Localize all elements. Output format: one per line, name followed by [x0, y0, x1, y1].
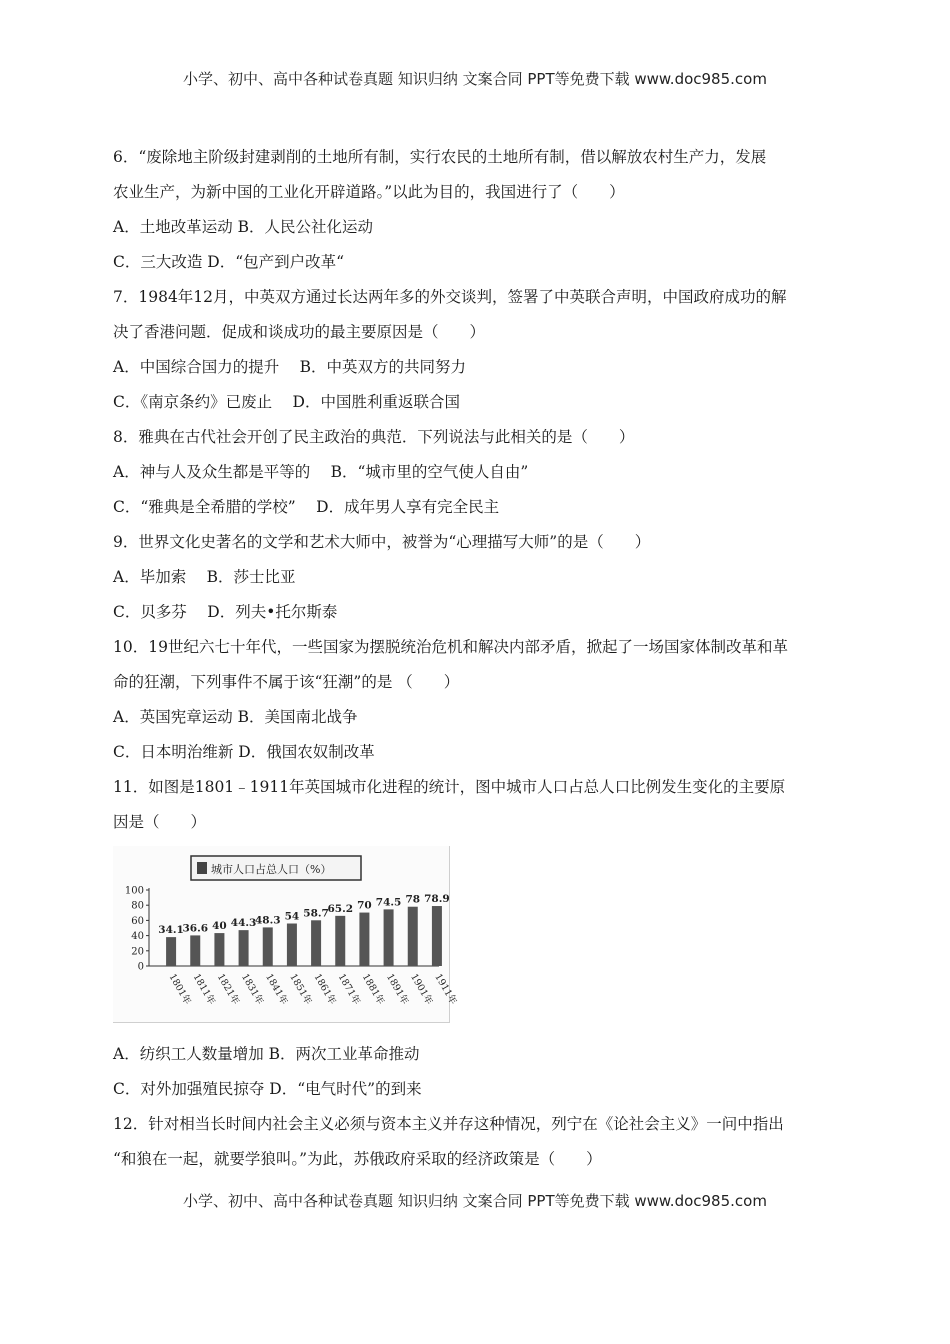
- question-12: [113, 1107, 843, 1177]
- x-tick-label: 1881年: [359, 972, 387, 1007]
- urbanization-chart-svg: [113, 846, 459, 1022]
- question-stem-line: 6．“废除地主阶级封建剥削的土地所有制，实行农民的土地所有制，借以解放农村生产力，发展: [113, 148, 767, 166]
- bar-value-label: 36.6: [182, 922, 209, 935]
- question-stem-line: 8．雅典在古代社会开创了民主政治的典范．下列说法与此相关的是（ ）: [113, 428, 635, 446]
- question-11: [113, 770, 843, 1107]
- bar-value-label: 74.5: [375, 896, 402, 909]
- question-8: [113, 420, 843, 525]
- bar: [214, 933, 224, 966]
- question-7: [113, 280, 843, 420]
- bar-value-label: 58.7: [303, 907, 329, 920]
- option-row: A．神与人及众生都是平等的 B．“城市里的空气使人自由”: [113, 463, 529, 481]
- bar: [335, 916, 345, 966]
- y-tick-label: 60: [131, 915, 144, 927]
- question-stem-line: 因是（ ）: [113, 813, 207, 831]
- question-stem-line: 决了香港问题．促成和谈成功的最主要原因是（ ）: [113, 323, 486, 341]
- x-tick-label: 1911年: [432, 972, 459, 1007]
- option-row: A．中国综合国力的提升 B．中英双方的共同努力: [113, 358, 467, 376]
- bar: [166, 937, 176, 966]
- bar-value-label: 48.3: [254, 914, 281, 927]
- y-tick-label: 80: [131, 900, 144, 912]
- y-tick-label: 100: [124, 885, 144, 897]
- x-tick-label: 1841年: [263, 972, 290, 1007]
- chart-title: 城市人口占总人口（%）: [211, 863, 332, 876]
- bar-value-label: 70: [357, 899, 372, 912]
- bar: [359, 913, 369, 966]
- x-tick-label: 1831年: [238, 972, 266, 1007]
- question-stem-line: 11．如图是1801﹣1911年英国城市化进程的统计，图中城市人口占总人口比例发生变化的主要原: [113, 778, 786, 796]
- bar-value-label: 34.1: [158, 924, 184, 937]
- bar: [239, 930, 249, 966]
- x-tick-label: 1891年: [383, 972, 411, 1007]
- option-row: C．贝多芬 D．列夫•托尔斯泰: [113, 603, 338, 621]
- option-row: C．“雅典是全希腊的学校” D．成年男人享有完全民主: [113, 498, 500, 516]
- question-stem-line: 10．19世纪六七十年代，一些国家为摆脱统治危机和解决内部矛盾，掀起了一场国家体制改革和革: [113, 638, 788, 656]
- option-row: A．英国宪章运动 B．美国南北战争: [113, 708, 358, 726]
- option-row: C．三大改造 D．“包产到户改革“: [113, 253, 345, 271]
- x-tick-label: 1811年: [190, 972, 218, 1007]
- option-row: C．《南京条约》已废止 D．中国胜利重返联合国: [113, 393, 460, 411]
- bar: [384, 909, 394, 966]
- x-tick-label: 1851年: [287, 972, 314, 1007]
- question-10: [113, 630, 843, 770]
- question-stem-line: 农业生产，为新中国的工业化开辟道路。”以此为目的，我国进行了（ ）: [113, 183, 625, 201]
- question-list: [113, 140, 843, 1177]
- bar: [432, 906, 442, 966]
- header-banner: 小学、初中、高中各种试卷真题 知识归纳 文案合同 PPT等免费下载 www.doc985.com: [183, 70, 767, 88]
- bar-value-label: 78: [405, 893, 421, 906]
- x-tick-label: 1801年: [166, 972, 193, 1007]
- option-row: A．土地改革运动 B．人民公社化运动: [113, 218, 374, 236]
- option-row: C．对外加强殖民掠夺 D．“电气时代”的到来: [113, 1080, 422, 1098]
- question-stem-line: “和狼在一起，就要学狼叫。”为此，苏俄政府采取的经济政策是（ ）: [113, 1150, 602, 1168]
- bar-value-label: 40: [212, 920, 227, 933]
- bar-value-label: 44.3: [230, 917, 257, 930]
- question-stem-line: 9．世界文化史著名的文学和艺术大师中，被誉为“心理描写大师”的是（ ）: [113, 533, 651, 551]
- footer-banner: 小学、初中、高中各种试卷真题 知识归纳 文案合同 PPT等免费下载 www.doc985.com: [183, 1192, 767, 1210]
- option-row: A．纺织工人数量增加 B．两次工业革命推动: [113, 1045, 420, 1063]
- question-6: [113, 140, 843, 280]
- option-row: A．毕加索 B．莎士比亚: [113, 568, 296, 586]
- bar: [263, 927, 273, 966]
- question-stem-line: 命的狂潮，下列事件不属于该“狂潮”的是 （ ）: [113, 673, 460, 691]
- x-tick-label: 1861年: [311, 972, 338, 1007]
- bar-value-label: 65.2: [327, 902, 354, 915]
- legend-swatch: [197, 862, 207, 874]
- bar-value-label: 54: [284, 910, 300, 923]
- y-tick-label: 0: [137, 961, 144, 973]
- urbanization-chart: [113, 846, 459, 1023]
- bar-value-label: 78.9: [424, 893, 450, 906]
- y-tick-label: 40: [131, 931, 144, 943]
- option-row: C．日本明治维新 D．俄国农奴制改革: [113, 743, 375, 761]
- question-9: [113, 525, 843, 630]
- bar: [408, 907, 418, 966]
- question-stem-line: 7．1984年12月，中英双方通过长达两年多的外交谈判，签署了中英联合声明，中国政府成功的解: [113, 288, 787, 306]
- bar: [287, 924, 297, 966]
- x-tick-label: 1901年: [408, 972, 435, 1007]
- x-tick-label: 1821年: [214, 972, 242, 1007]
- y-tick-label: 20: [131, 946, 144, 958]
- bar: [311, 920, 321, 966]
- question-stem-line: 12．针对相当长时间内社会主义必须与资本主义并存这种情况，列宁在《论社会主义》一问中指出: [113, 1115, 784, 1133]
- x-tick-label: 1871年: [335, 972, 363, 1007]
- bar: [190, 935, 200, 966]
